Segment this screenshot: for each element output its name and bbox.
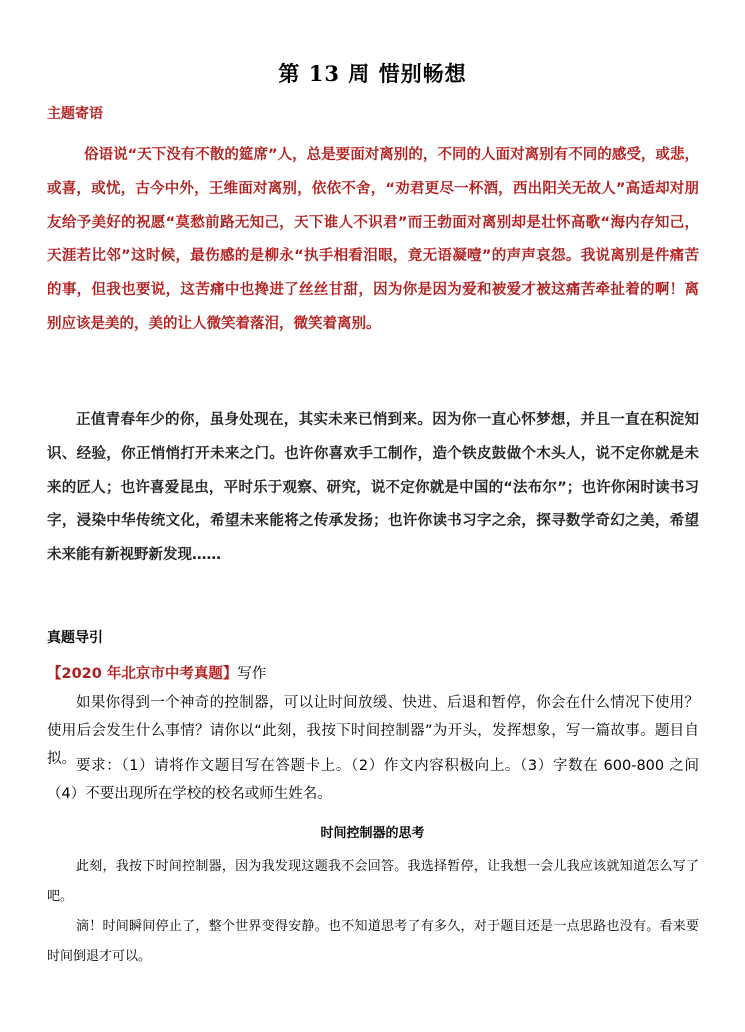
theme-paragraph-1: 俗语说“天下没有不散的筵席”人，总是要面对离别的，不同的人面对离别有不同的感受，或悲，或喜，或忧，古今中外，王维面对离别，依依不舍，“劝君更尽一杯酒，西出阳关无故人”高适却对朋友给予美好的祝愿“莫愁前路无知己，天下谁人不识君”而王勃面对离别却是壮怀高歌“海内存知己，天涯若比邻”这时候，最伤感的是柳永“执手相看泪眼，竟无语凝噎”的声声哀怨。我说离别是件痛苦的事，但我也要说，这苦痛中也搀进了丝丝甘甜，因为你是因为爱和被爱才被这痛苦牵扯着的啊！离别应该是美的，美的让人微笑着落泪，微笑着离别。 <box>47 147 699 332</box>
theme-paragraph-2: 正值青春年少的你，虽身处现在，其实未来已悄到来。因为你一直心怀梦想，并且一直在积淀知识、经验，你正悄悄打开未来之门。也许你喜欢手工制作，造个铁皮鼓做个木头人，说不定你就是未来的匠人；也许喜爱昆虫，平时乐于观察、研究，说不定你就是中国的“法布尔”；也许你闲时读书习字，浸染中华传统文化，希望未来能将之传承发扬；也许你读书习字之余，探寻数学奇幻之美，希望未来能有新视野新发现…… <box>47 412 699 564</box>
essay-paragraph-2: 滴！时间瞬间停止了，整个世界变得安静。也不知道思考了有多久，对于题目还是一点思路也没有。看来要时间倒退才可以。 <box>47 919 699 964</box>
exam-source-line <box>47 664 266 684</box>
exam-guide-heading: 真题导引 <box>47 630 103 646</box>
exam-source: 【2020 年北京市中考真题】 <box>47 666 238 682</box>
exam-requirements: 要求：（1）请将作文题目写在答题卡上。（2）作文内容积极向上。（3）字数在 600-800 之间（4）不要出现所在学校的校名或师生姓名。 <box>47 758 699 802</box>
essay-paragraph-1: 此刻，我按下时间控制器，因为我发现这题我不会回答。我选择暂停，让我想一会儿我应该就知道怎么写了吧。 <box>47 859 699 904</box>
exam-prompt: 如果你得到一个神奇的控制器，可以让时间放缓、快进、后退和暂停，你会在什么情况下使用？使用后会发生什么事情？请你以“此刻，我按下时间控制器”为开头，发挥想象，写一篇故事。题目自拟。 <box>47 695 699 767</box>
page-title: 第 13 周 惜别畅想 <box>278 61 467 86</box>
essay-title: 时间控制器的思考 <box>320 826 425 841</box>
theme-message-heading: 主题寄语 <box>47 106 103 122</box>
exam-type: 写作 <box>237 666 267 682</box>
